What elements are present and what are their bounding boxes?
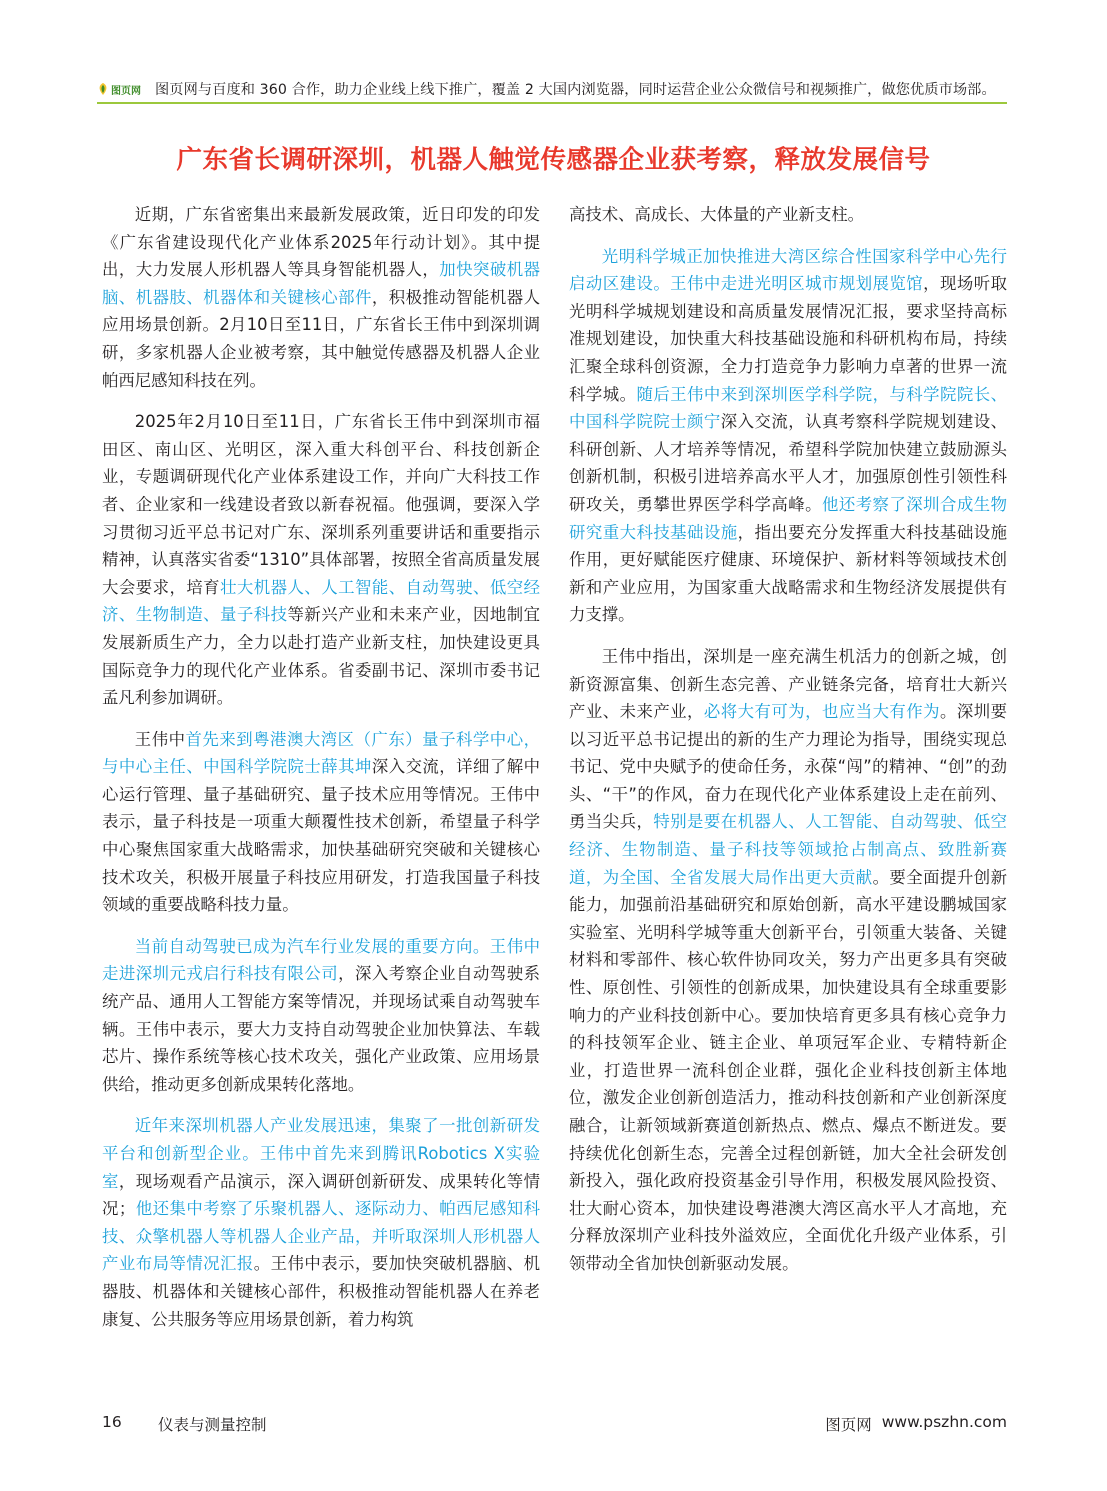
body-text: 高技术、高成长、大体量的产业新支柱。 xyxy=(569,205,865,224)
body-text: 2025年2月10日至11日，广东省长王伟中到深圳市福田区、南山区、光明区，深入重大科创平台、科技创新企业，专题调研现代化产业体系建设工作，并向广大科技工作者、企业家和一线建设者致以新春祝福。他强调，要深入学习贯彻习近平总书记对广东、深圳系列重要讲话和重要指示精神，认真落实省委“1310”具体部署，按照全省高质量发展大会要求，培育 xyxy=(102,412,540,597)
highlighted-text: 近年来深圳机器人产业发展迅速，集聚了一批创新研发平台和创新型企业。王伟中首先来到腾讯Robotics X实验室 xyxy=(102,1116,540,1191)
article-title: 广东省长调研深圳，机器人触觉传感器企业获考察，释放发展信号 xyxy=(176,145,931,175)
highlighted-text: 随后王伟中来到深圳医学科学院，与科学院院长、中国科学院院士颜宁 xyxy=(569,384,1008,432)
body-text: ，积极推动智能机器人应用场景创新。2月10日至11日，广东省长王伟中到深圳调研，多家机器人企业被考察，其中触觉传感器及机器人企业帕西尼感知科技在列。 xyxy=(102,287,541,390)
paragraph xyxy=(102,726,540,919)
page-number: 16 xyxy=(102,1413,122,1431)
body-text: 王伟中指出，深圳是一座充满生机活力的创新之城，创新资源富集、创新生态完善、产业链条完备，培育壮大新兴产业、未来产业， xyxy=(569,646,1007,722)
body-text: 近期，广东省密集出来最新发展政策，近日印发的印发《广东省建设现代化产业体系2025年行动计划》。其中提出，大力发展人形机器人等具身智能机器人， xyxy=(102,205,540,280)
paragraph xyxy=(102,933,540,1099)
highlighted-text: 必将大有可为，也应当大有作为 xyxy=(703,702,941,722)
highlighted-text: 光明科学城正加快推进大湾区综合性国家科学中心先行启动区建设。王伟中走进光明区城市规划展览馆 xyxy=(569,246,1007,294)
highlighted-text: 首先来到粤港澳大湾区（广东）量子科学中心，与中心主任、中国科学院院士薛其坤 xyxy=(102,729,541,777)
paragraph xyxy=(102,408,540,712)
paragraph xyxy=(569,243,1007,629)
footer-site-name: 图页网 xyxy=(825,1416,872,1434)
site-logo xyxy=(97,78,147,100)
highlighted-text: 特别是要在机器人、人工智能、自动驾驶、低空经济、生物制造、量子科技等领域抢占制高点、致胜新赛道，为全国、全省发展大局作出更大贡献 xyxy=(569,812,1008,887)
paragraph xyxy=(569,643,1007,1278)
footer-site-url: www.pszhn.com xyxy=(881,1413,1007,1431)
paragraph xyxy=(569,201,1007,229)
body-text: ，指出要充分发挥重大科技基础设施作用，更好赋能医疗健康、环境保护、新材料等领域技术创新和产业应用，为国家重大战略需求和生物经济发展提供有力支撑。 xyxy=(569,522,1008,625)
journal-name: 仪表与测量控制 xyxy=(158,1416,267,1434)
body-text: 。王伟中表示，要加快突破机器脑、机器肢、机器体和关键核心部件，积极推动智能机器人在养老康复、公共服务等应用场景创新，着力构筑 xyxy=(102,1254,541,1329)
highlighted-text: 当前自动驾驶已成为汽车行业发展的重要方向。王伟中走进深圳元戎启行科技有限公司 xyxy=(102,936,540,984)
left-column xyxy=(102,201,540,1347)
leaf-logo-icon xyxy=(97,82,109,96)
highlighted-text: 他还集中考察了乐聚机器人、逐际动力、帕西尼感知科技、众擎机器人等机器人企业产品，并听取深圳人形机器人产业布局等情况汇报 xyxy=(102,1199,541,1274)
highlighted-text: 壮大机器人、人工智能、自动驾驶、低空经济、生物制造、量子科技 xyxy=(102,577,541,625)
body-text: ，现场听取光明科学城规划建设和高质量发展情况汇报，要求坚持高标准规划建设，加快重大科技基础设施和科研机构布局，持续汇聚全球科创资源，全力打造竞争力影响力卓著的世界一流科学城。 xyxy=(569,274,1008,404)
body-text: 。要全面提升创新能力，加强前沿基础研究和原始创新，高水平建设鹏城国家实验室、光明科学城等重大创新平台，引领重大装备、关键材料和零部件、核心软件协同攻关，努力产出更多具有突破性、原创性、引领性的创新成果，加快建设具有全球重要影响力的产业科技创新中心。要加快培育更多具有核心竞争力的科技领军企业、链主企业、单项冠军企业、专精特新企业，打造世界一流科创企业群，强化企业科技创新主体地位，激发企业创新创造活力，推动科技创新和产业创新深度融合，让新领域新赛道创新热点、燃点、爆点不断迸发。要持续优化创新生态，完善全过程创新链，加大全社会研发创新投入，强化政府投资基金引导作用，积极发展风险投资、壮大耐心资本，加快建设粤港澳大湾区高水平人才高地，充分释放深圳产业科技外溢效应，全面优化升级产业体系，引领带动全省加快创新驱动发展。 xyxy=(569,867,1008,1273)
paragraph xyxy=(102,201,540,394)
body-text: ，现场观看产品演示，深入调研创新研发、成果转化等情况； xyxy=(102,1171,541,1219)
highlighted-text: 加快突破机器脑、机器肢、机器体和关键核心部件 xyxy=(102,260,541,307)
body-text: 王伟中 xyxy=(134,729,186,749)
right-column xyxy=(569,201,1007,1292)
logo-text: 图页网 xyxy=(111,85,141,97)
page-footer xyxy=(102,1413,1007,1437)
banner-text: 图页网与百度和 360 合作，助力企业线上线下推广，覆盖 2 大国内浏览器，同时运营企业公众微信号和视频推广，做您优质市场部。 xyxy=(155,82,996,98)
body-text: 等新兴产业和未来产业，因地制宜发展新质生产力，全力以赴打造产业新支柱，加快建设更具国际竞争力的现代化产业体系。省委副书记、深圳市委书记孟凡利参加调研。 xyxy=(102,605,541,708)
body-text: 深入交流，详细了解中心运行管理、量子基础研究、量子技术应用等情况。王伟中表示，量子科技是一项重大颠覆性技术创新，希望量子科学中心聚焦国家重大战略需求，加快基础研究突破和关键核心技术攻关，积极开展量子科技应用研发，打造我国量子科技领域的重要战略科技力量。 xyxy=(102,757,541,915)
header-banner xyxy=(97,76,1007,104)
body-text: 。深圳要以习近平总书记提出的新的生产力理论为指导，围绕实现总书记、党中央赋予的使命任务，永葆“闯”的精神、“创”的劲头、“干”的作风，奋力在现代化产业体系建设上走在前列、勇当尖兵， xyxy=(569,702,1008,832)
body-text: ，深入考察企业自动驾驶系统产品、通用人工智能方案等情况，并现场试乘自动驾驶车辆。王伟中表示，要大力支持自动驾驶企业加快算法、车载芯片、操作系统等核心技术攻关，强化产业政策、应用场景供给，推动更多创新成果转化落地。 xyxy=(102,964,541,1094)
highlighted-text: 他还考察了深圳合成生物研究重大科技基础设施 xyxy=(569,494,1008,542)
body-text: 深入交流，认真考察科学院规划建设、科研创新、人才培养等情况，希望科学院加快建立鼓励源头创新机制，积极引进培养高水平人才，加强原创性引领性科研攻关，勇攀世界医学科学高峰。 xyxy=(569,412,1008,514)
paragraph xyxy=(102,1112,540,1333)
